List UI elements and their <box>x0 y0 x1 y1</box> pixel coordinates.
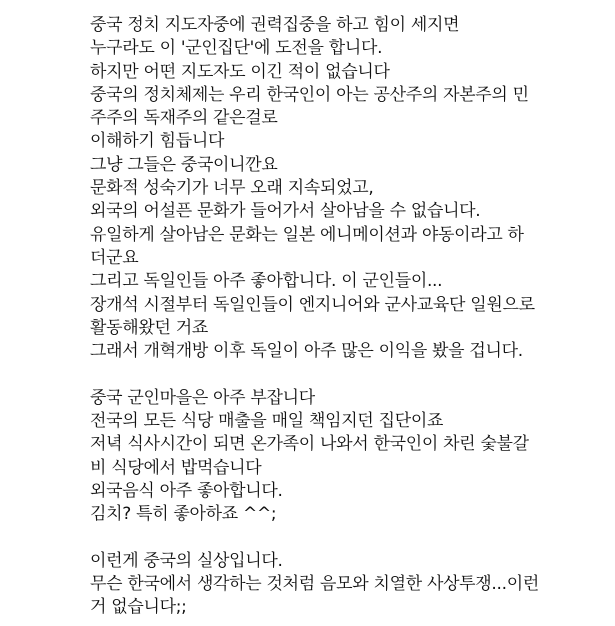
text-line: 김치? 특히 좋아하죠 ^^; <box>90 504 277 525</box>
post-body-text <box>90 14 600 620</box>
text-line: 이해하기 힘듭니다 <box>90 131 225 152</box>
text-line: 그냥 그들은 중국이니깐요 <box>90 154 278 175</box>
paragraph-break <box>90 363 600 386</box>
text-line: 비 식당에서 밥먹습니다 <box>90 457 262 478</box>
text-line: 누구라도 이 '군인집단'에 도전을 합니다. <box>90 38 383 59</box>
text-line: 활동해왔던 거죠 <box>90 317 208 338</box>
text-line: 그래서 개혁개방 이후 독일이 아주 많은 이익을 봤을 겁니다. <box>90 341 523 362</box>
paragraph-break <box>90 527 600 550</box>
text-line: 중국의 정치체제는 우리 한국인이 아는 공산주의 자본주의 민 <box>90 84 529 105</box>
text-line: 장개석 시절부터 독일인들이 엔지니어와 군사교육단 일원으로 <box>90 294 535 315</box>
text-line: 하지만 어떤 지도자도 이긴 적이 없습니다 <box>90 61 390 82</box>
text-line: 중국 군인마을은 아주 부잡니다 <box>90 387 315 408</box>
text-line: 유일하게 살아남은 문화는 일본 에니메이션과 야동이라고 하 <box>90 224 524 245</box>
text-line: 저녁 식사시간이 되면 온가족이 나와서 한국인이 차린 숯불갈 <box>90 434 529 455</box>
text-line: 무슨 한국에서 생각하는 것처럼 음모와 치열한 사상투쟁...이런 <box>90 574 539 595</box>
text-line: 중국 정치 지도자중에 권력집중을 하고 힘이 세지면 <box>90 15 460 35</box>
text-line: 이런게 중국의 실상입니다. <box>90 550 283 571</box>
text-line: 문화적 성숙기가 너무 오래 지속되었고, <box>90 178 374 199</box>
text-line: 외국음식 아주 좋아합니다. <box>90 480 283 501</box>
text-line: 그리고 독일인들 아주 좋아합니다. 이 군인들이... <box>90 271 443 292</box>
text-line: 주주의 독재주의 같은걸로 <box>90 108 278 129</box>
text-line: 더군요 <box>90 247 139 268</box>
text-line: 외국의 어설픈 문화가 들어가서 살아남을 수 없습니다. <box>90 201 481 222</box>
text-line: 거 없습니다;; <box>90 597 187 618</box>
text-line: 전국의 모든 식당 매출을 매일 책임지던 집단이죠 <box>90 411 444 432</box>
